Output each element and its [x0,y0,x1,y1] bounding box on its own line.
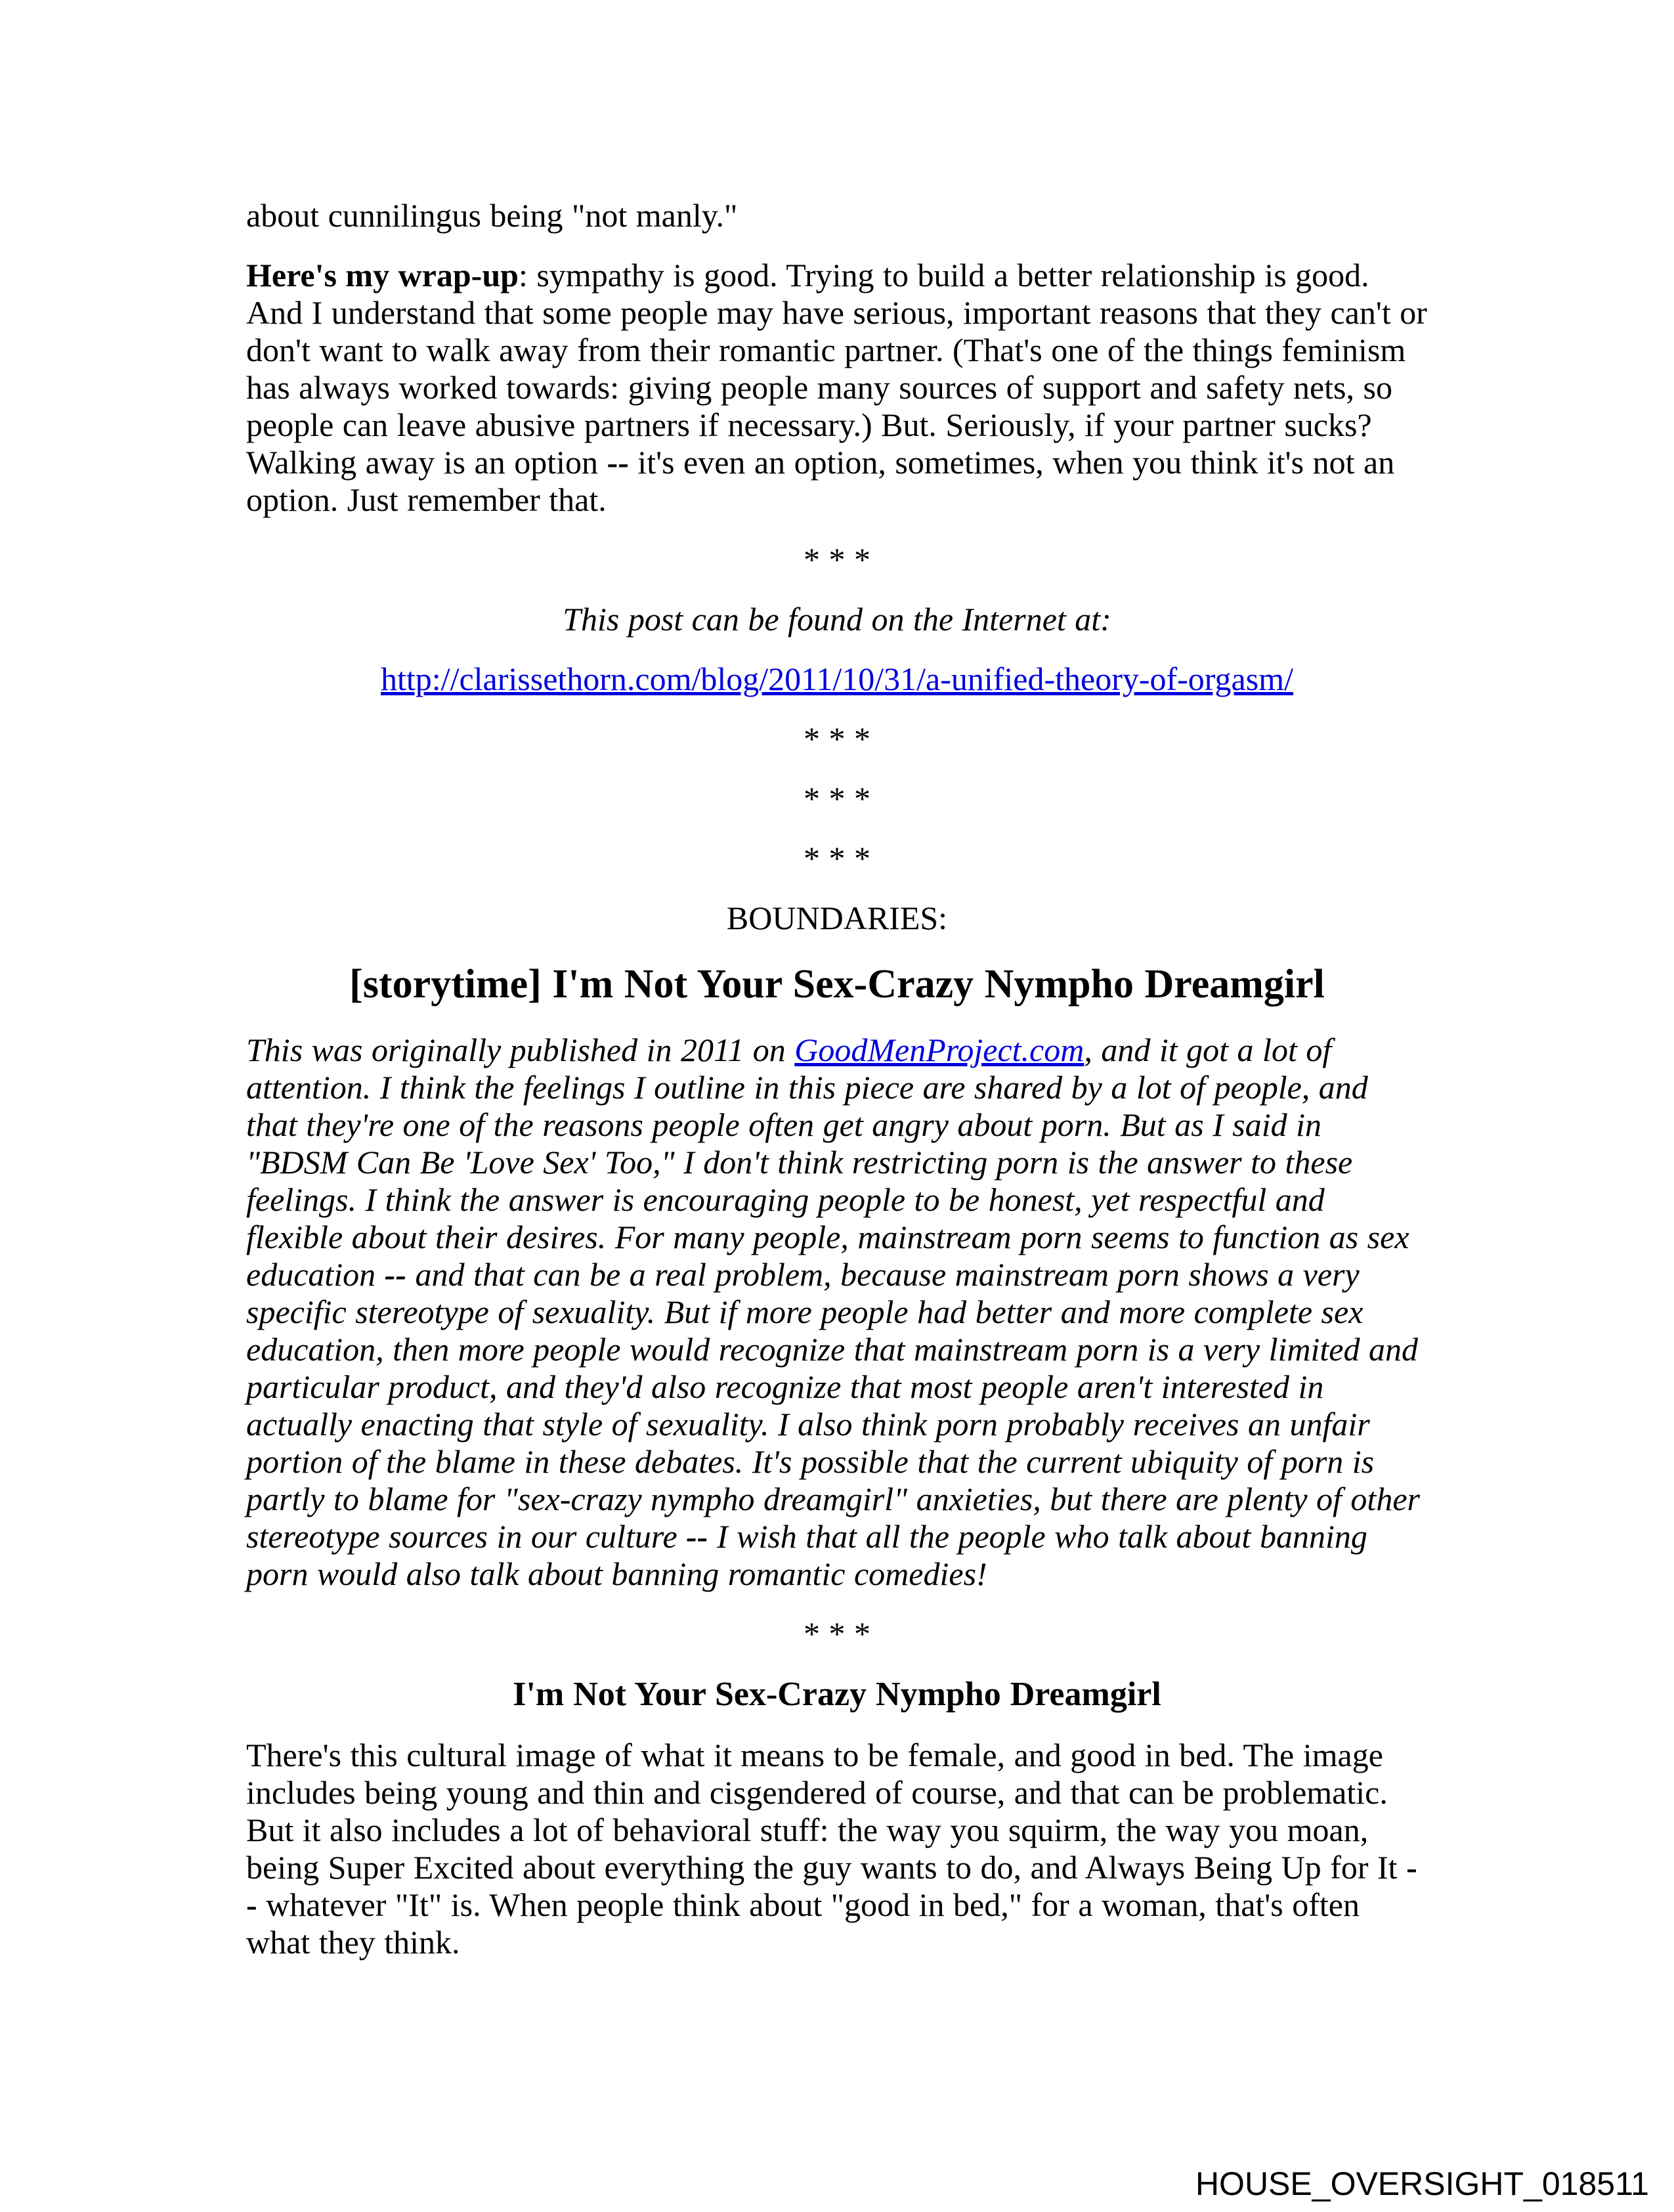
text-run: I'm Not Your Sex-Crazy Nympho Dreamgirl [513,1676,1161,1713]
text-run: Here's my wrap-up [246,257,519,293]
text-run: * * * [804,1615,870,1652]
separator [246,780,1428,817]
paragraph [246,661,1428,698]
paragraph [246,1737,1428,1961]
text-run: This was originally published in 2011 on [246,1031,795,1068]
text-run: * * * [804,840,870,877]
section-title [246,1675,1428,1714]
paragraph [246,601,1428,638]
text-run: whatever "It" is. When people think about "good in bed," for a woman, that's often what they think. [246,1886,1360,1961]
text-run: -- [607,444,629,481]
text-run: -- [686,1518,708,1555]
separator [246,541,1428,578]
hyperlink[interactable]: GoodMenProject.com [794,1031,1084,1068]
text-run: -- [246,1849,1417,1923]
text-run: This post can be found on the Internet at: [563,601,1111,638]
hyperlink[interactable]: http://clarissethorn.com/blog/2011/10/31/a-unified-theory-of-orgasm/ [381,661,1293,697]
text-run: * * * [804,780,870,817]
separator [246,1615,1428,1653]
text-run: I wish that all the people who talk about banning porn would also talk about banning romantic comedies! [246,1518,1367,1592]
text-run: , and it got a lot of attention. I think the feelings I outline in this piece are shared by a lot of people, and that they're one of the reasons people often get angry about porn. But as I said in "BDSM Can Be 'Love Sex' Too," I don't think restricting porn is the answer to these feelings. I think the answer is encouraging people to be honest, yet respectful and flexible about their desires. For many people, mainstream porn seems to function as sex education [246,1031,1409,1293]
separator [246,720,1428,758]
series-label [246,900,1428,937]
intro-note [246,1031,1428,1593]
text-run: -- [384,1256,406,1293]
text-run: [storytime] I'm Not Your Sex-Crazy Nympho Dreamgirl [349,962,1325,1007]
post-title [246,959,1428,1009]
paragraph [246,257,1428,519]
text-run: it's even an option, sometimes, when you think it's not an option. Just remember that. [246,444,1395,518]
text-run: There's this cultural image of what it means to be female, and good in bed. The image includes being young and thin and cisgendered of course, and that can be problematic. But it also includes a lot of behavioral stuff: the way you squirm, the way you moan, being Super Excited about everything the guy wants to do, and Always Being Up for It [246,1737,1407,1886]
separator [246,840,1428,877]
text-run: * * * [804,541,870,578]
text-run: BOUNDARIES: [726,900,948,936]
bates-number: HOUSE_OVERSIGHT_018511 [1195,2165,1649,2202]
document-body [246,197,1428,1984]
text-run: and that can be a real problem, because mainstream porn shows a very specific stereotype of sexuality. But if more people had better and more complete sex education, then more people would recognize that mainstream porn is a very limited and particular product, and they'd also recognize that most people aren't interested in actually enacting that style of sexuality. I also think porn probably receives an unfair portion of the blame in these debates. It's possible that the current ubiquity of porn is partly to blame for "sex-crazy nympho dreamgirl" anxieties, but there are plenty of other stereotype sources in our culture [246,1256,1420,1555]
paragraph [246,197,1428,234]
text-run: * * * [804,720,870,757]
text-run: about cunnilingus being "not manly." [246,197,738,234]
text-run: : sympathy is good. Trying to build a better relationship is good. And I understand that some people may have serious, important reasons that they can't or don't want to walk away from their romantic partner. (That's one of the things feminism has always worked towards: giving people many sources of support and safety nets, so people can leave abusive partners if necessary.) But. Seriously, if your partner sucks? Walking away is an option [246,257,1427,481]
